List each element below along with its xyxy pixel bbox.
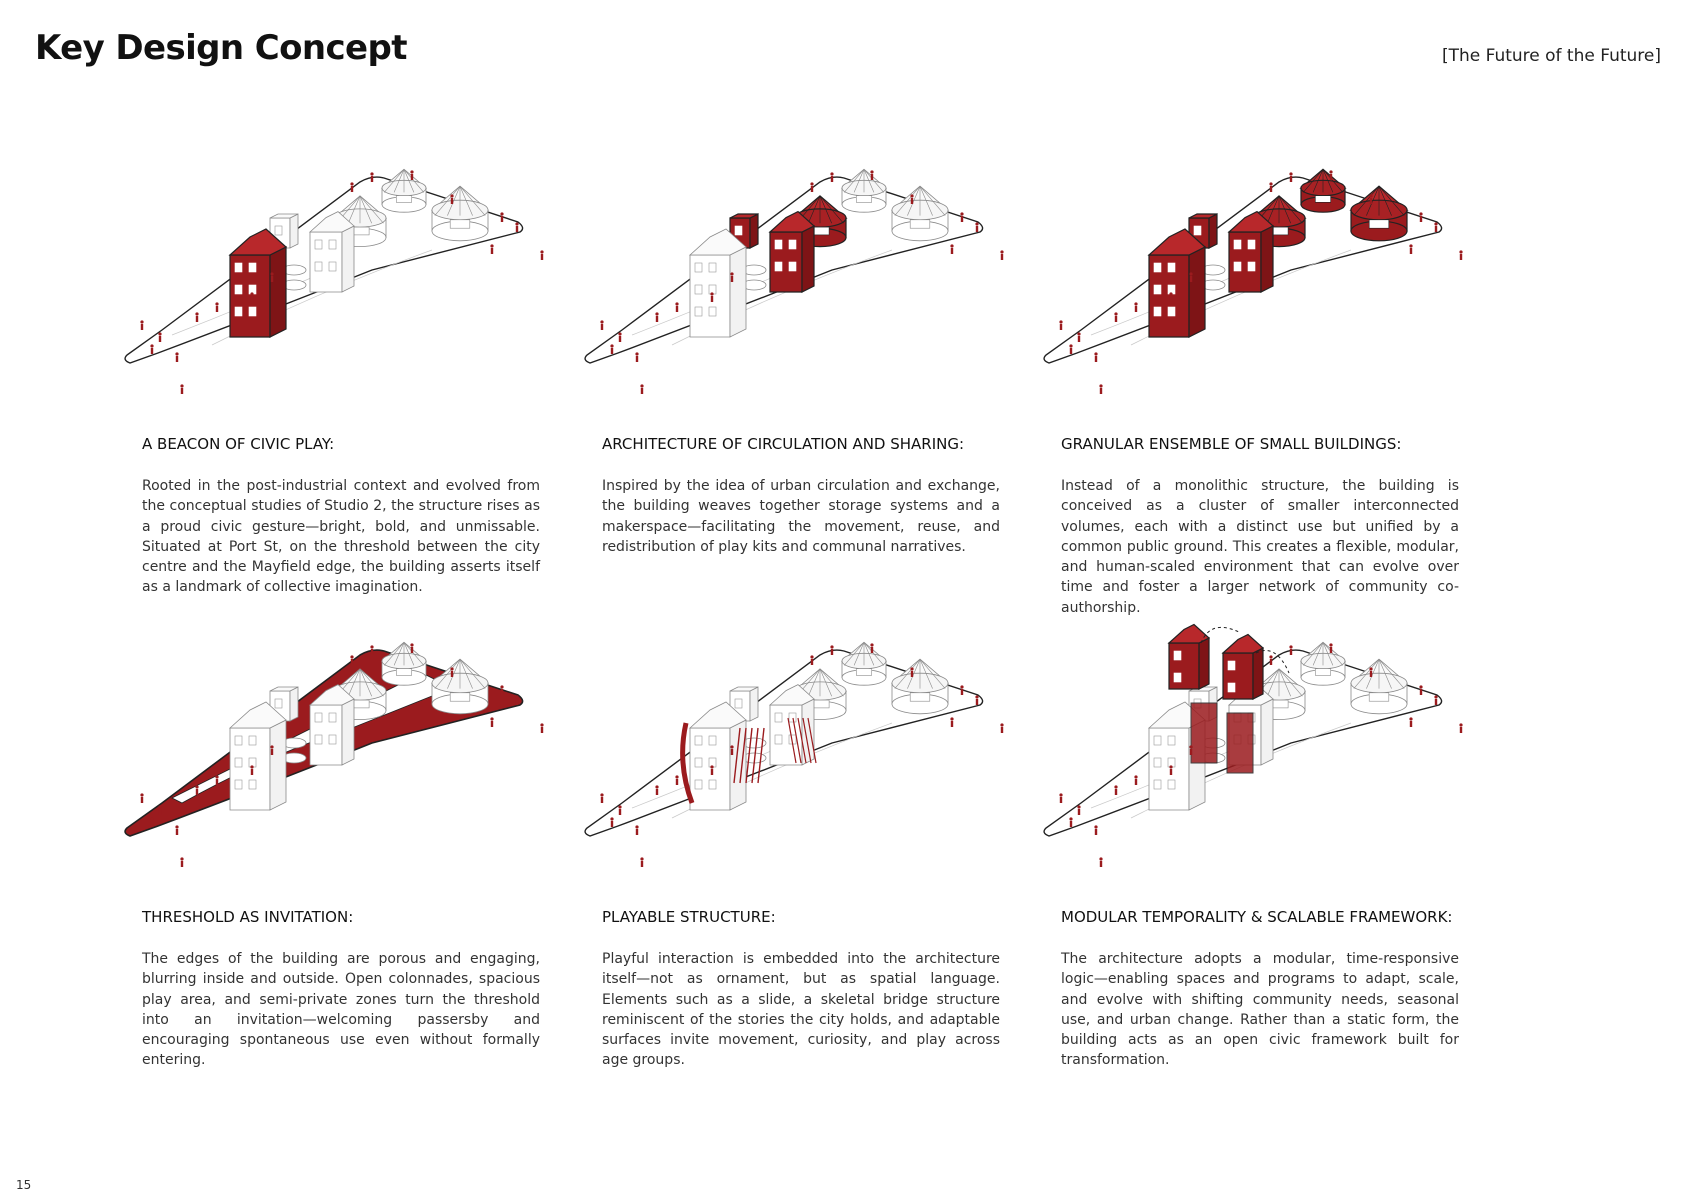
person-figure [215, 775, 218, 785]
person-figure [810, 655, 813, 665]
concept-heading: A BEACON OF CIVIC PLAY: [142, 435, 335, 453]
person-figure [500, 212, 503, 222]
person-figure [450, 667, 453, 677]
person-figure [270, 745, 273, 755]
person-figure [410, 170, 413, 180]
person-figure [175, 825, 178, 835]
person-figure [1134, 775, 1137, 785]
main-tower [690, 229, 746, 337]
lifted-module [1223, 635, 1263, 700]
person-figure [1000, 723, 1003, 733]
person-figure [500, 685, 503, 695]
person-figure [710, 765, 713, 775]
main-tower [1149, 229, 1205, 337]
person-figure [810, 182, 813, 192]
dome-pavilion [432, 659, 488, 714]
person-figure [1094, 352, 1097, 362]
person-figure [1269, 655, 1272, 665]
person-figure [618, 805, 621, 815]
axonometric-diagram [582, 633, 1037, 898]
person-figure [1289, 172, 1292, 182]
dome-pavilion [432, 186, 488, 241]
concept-heading: PLAYABLE STRUCTURE: [602, 908, 776, 926]
person-figure [1369, 194, 1372, 204]
person-figure [540, 250, 543, 260]
person-figure [175, 352, 178, 362]
person-figure [195, 785, 198, 795]
dome-pavilion [892, 659, 948, 714]
person-figure [350, 182, 353, 192]
axonometric-diagram [122, 633, 577, 898]
person-figure [640, 384, 643, 394]
person-figure [180, 384, 183, 394]
lifted-module [1169, 625, 1209, 690]
person-figure [1434, 695, 1437, 705]
person-figure [490, 717, 493, 727]
person-figure [515, 222, 518, 232]
person-figure [730, 745, 733, 755]
person-figure [910, 667, 913, 677]
person-figure [540, 723, 543, 733]
person-figure [215, 302, 218, 312]
person-figure [270, 272, 273, 282]
person-figure [1289, 645, 1292, 655]
person-figure [250, 765, 253, 775]
main-tower [230, 702, 286, 810]
axonometric-diagram [582, 160, 1037, 425]
person-figure [490, 244, 493, 254]
concept-description: Rooted in the post-industrial context and evolved from the conceptual studies of Studio 2, the structure rises as a proud civic gesture—bright, bold, and unmissable. Situated at Port St, on the threshold between the city centre and the Mayfield edge, the building asserts itself as a landmark of collective imagination. [142, 478, 540, 596]
person-figure [1069, 344, 1072, 354]
concept-heading: ARCHITECTURE OF CIRCULATION AND SHARING: [602, 435, 965, 453]
dome-pavilion [1301, 642, 1345, 685]
person-figure [610, 344, 613, 354]
person-figure [370, 645, 373, 655]
person-figure [610, 817, 613, 827]
person-figure [1069, 817, 1072, 827]
dome-pavilion [842, 642, 886, 685]
dome-pavilion [892, 186, 948, 241]
person-figure [1000, 250, 1003, 260]
person-figure [600, 793, 603, 803]
person-figure [975, 695, 978, 705]
person-figure [158, 332, 161, 342]
person-figure [830, 172, 833, 182]
page-subtitle: [The Future of the Future] [1441, 46, 1661, 66]
person-figure [730, 272, 733, 282]
dome-pavilion [1351, 659, 1407, 714]
person-figure [150, 344, 153, 354]
axonometric-diagram [1041, 633, 1496, 898]
person-figure [1099, 857, 1102, 867]
person-figure [960, 212, 963, 222]
person-figure [180, 857, 183, 867]
axonometric-diagram [122, 160, 577, 425]
person-figure [1189, 272, 1192, 282]
page-number: 15 [16, 1178, 32, 1192]
person-figure [1329, 170, 1332, 180]
person-figure [1077, 332, 1080, 342]
main-tower [230, 229, 286, 337]
person-figure [1189, 745, 1192, 755]
person-figure [675, 302, 678, 312]
person-figure [600, 320, 603, 330]
person-figure [1419, 685, 1422, 695]
person-figure [870, 170, 873, 180]
frame-module [1227, 713, 1253, 773]
person-figure [910, 194, 913, 204]
person-figure [350, 655, 353, 665]
axonometric-diagram [1041, 160, 1496, 425]
person-figure [640, 857, 643, 867]
person-figure [675, 775, 678, 785]
person-figure [195, 312, 198, 322]
person-figure [655, 312, 658, 322]
person-figure [960, 685, 963, 695]
concept-description: Inspired by the idea of urban circulation and exchange, the building weaves together storage systems and a makerspace—facilitating the movement, reuse, and redistribution of play kits and communal narratives. [602, 478, 1000, 555]
concept-heading: MODULAR TEMPORALITY & SCALABLE FRAMEWORK: [1061, 908, 1453, 926]
person-figure [618, 332, 621, 342]
concept-description: The architecture adopts a modular, time-responsive logic—enabling spaces and programs to adapt, scale, and evolve with shifting community needs, seasonal use, and urban change. Rather than a static form, the building acts as an open civic framework built for transformation. [1061, 951, 1459, 1069]
dome-pavilion [842, 169, 886, 212]
concept-description: The edges of the building are porous and engaging, blurring inside and outside. Open colonnades, spacious play area, and semi-private zones turn the threshold into an invitation—welcoming passersby and encouraging spontaneous use even without formally entering. [142, 951, 540, 1069]
person-figure [1099, 384, 1102, 394]
page-title: Key Design Concept [35, 28, 407, 68]
concept-heading: THRESHOLD AS INVITATION: [142, 908, 354, 926]
dome-pavilion [1301, 169, 1345, 212]
person-figure [1434, 222, 1437, 232]
dome-pavilion [382, 169, 426, 212]
person-figure [655, 785, 658, 795]
person-figure [950, 244, 953, 254]
person-figure [158, 805, 161, 815]
person-figure [1369, 667, 1372, 677]
concept-heading: GRANULAR ENSEMBLE OF SMALL BUILDINGS: [1061, 435, 1402, 453]
person-figure [1169, 292, 1172, 302]
person-figure [140, 793, 143, 803]
person-figure [1409, 244, 1412, 254]
concept-description: Playful interaction is embedded into the architecture itself—not as ornament, but as spatial language. Elements such as a slide, a skeletal bridge structure reminiscent of the stories the city holds, and adaptable surfaces invite movement, curiosity, and play across age groups. [602, 951, 1000, 1069]
person-figure [515, 695, 518, 705]
person-figure [410, 643, 413, 653]
person-figure [1059, 793, 1062, 803]
person-figure [635, 825, 638, 835]
dome-pavilion [382, 642, 426, 685]
person-figure [870, 643, 873, 653]
dome-pavilion [1351, 186, 1407, 241]
person-figure [1459, 250, 1462, 260]
person-figure [1134, 302, 1137, 312]
person-figure [450, 194, 453, 204]
concept-description: Instead of a monolithic structure, the building is conceived as a cluster of smaller interconnected volumes, each with a distinct use but unified by a common public ground. This creates a flexible, modular, and human-scaled environment that can evolve over time and foster a larger network of community co-authorship. [1061, 478, 1459, 616]
person-figure [1059, 320, 1062, 330]
person-figure [1459, 723, 1462, 733]
person-figure [635, 352, 638, 362]
person-figure [370, 172, 373, 182]
person-figure [250, 292, 253, 302]
person-figure [1409, 717, 1412, 727]
frame-module [1191, 703, 1217, 763]
person-figure [150, 817, 153, 827]
person-figure [830, 645, 833, 655]
person-figure [950, 717, 953, 727]
person-figure [1077, 805, 1080, 815]
person-figure [710, 292, 713, 302]
person-figure [1114, 785, 1117, 795]
person-figure [1114, 312, 1117, 322]
person-figure [140, 320, 143, 330]
person-figure [1094, 825, 1097, 835]
person-figure [1329, 643, 1332, 653]
person-figure [1419, 212, 1422, 222]
person-figure [1269, 182, 1272, 192]
person-figure [975, 222, 978, 232]
person-figure [1169, 765, 1172, 775]
